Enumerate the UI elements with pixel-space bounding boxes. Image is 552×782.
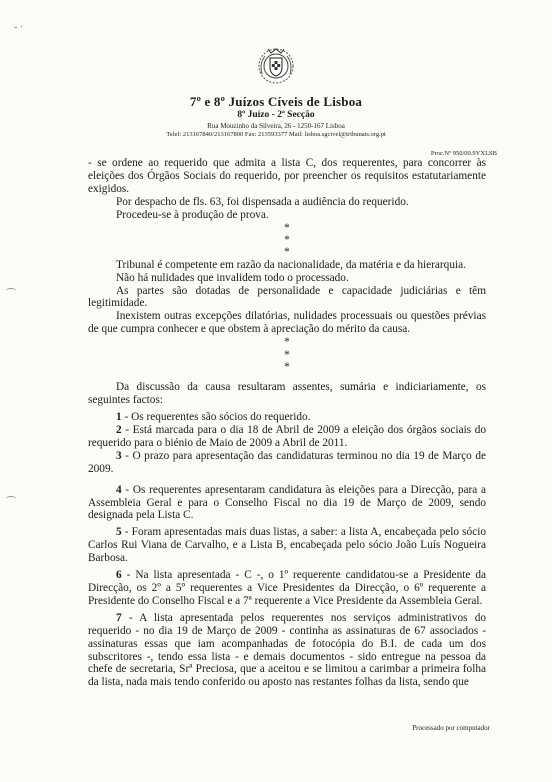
- margin-mark: [6, 496, 16, 501]
- scan-artifact: - ·: [14, 22, 24, 33]
- fact-item: [88, 526, 486, 565]
- paragraph: - se ordene ao requerido que admita a lista C, dos requerentes, para concorrer às eleições dos Órgãos Sociais do requerido, por preencher os requisitos estatutariamente exigidos.: [88, 157, 486, 195]
- paragraph: Por despacho de fls. 63, foi dispensada a audiência do requerido.: [116, 195, 409, 208]
- fact-number: 4: [116, 483, 122, 496]
- paragraph: Da discussão da causa resultaram assentes, sumária e indiciariamente, os seguintes factos:: [88, 381, 486, 407]
- fact-item: [88, 411, 486, 424]
- fact-number: 5: [116, 526, 122, 539]
- coat-of-arms-icon: [256, 44, 296, 88]
- separator-star: *: [284, 221, 290, 234]
- fact-item: [88, 569, 486, 608]
- section-separator: [88, 336, 486, 373]
- paragraph: Procedeu-se à produção de prova.: [116, 208, 269, 221]
- separator-star: *: [284, 233, 290, 246]
- separator-star: *: [284, 360, 290, 373]
- fact-text: - Os requerentes são sócios do requerido.: [121, 411, 311, 424]
- court-contacts: Telef: 213167840/213167800 Fax: 213593377 Mail: lisboa.sgcivel@tribunais.org.pt: [166, 131, 386, 138]
- footer-processed-by: Processado por computador: [412, 724, 490, 732]
- fact-text: - O prazo para apresentação das candidaturas terminou no dia 19 de Março de 2009.: [88, 449, 486, 475]
- section-separator: [88, 222, 486, 259]
- fact-text: - A lista apresentada pelos requerentes nos serviços administrativos do requerido - no dia 19 de Março de 2009 - continha as assinaturas de 67 associados - assinaturas essas que iam acompanhadas de fotocópia do B.I. de cada um dos subscritores -, tendo essa lista - e demais documentos - sido entregue na pessoa da chefe de secretaria, Srª Preciosa, que a aceitou e se limitou a carimbar a primeira folha da lista, nada mais tendo conferido ou aposto nas restantes folhas da lista, sendo que: [88, 611, 486, 689]
- fact-text: - Está marcada para o dia 18 de Abril de 2009 a eleição dos órgãos sociais do requerido para o biénio de Maio de 2009 a Abril de 2011.: [88, 424, 486, 449]
- fact-text: - Foram apresentadas mais duas listas, a saber: a lista A, encabeçada pelo sócio Carlos Rui Viana de Carvalho, e a Lista B, encabeçada pelo sócio João Luís Nogueira Barbosa.: [88, 526, 486, 565]
- court-title: 7º e 8º Juízos Cíveis de Lisboa: [189, 94, 363, 109]
- court-address: Rua Mouzinho da Silveira, 26 - 1250-167 Lisboa: [207, 122, 345, 130]
- fact-item: [88, 484, 486, 523]
- paragraph: As partes são dotadas de personalidade e capacidade judiciárias e têm legitimidade.: [88, 284, 486, 310]
- separator-star: *: [284, 336, 290, 349]
- margin-mark: [6, 288, 16, 293]
- fact-item: [88, 612, 486, 689]
- fact-item: [88, 424, 486, 450]
- fact-number: 6: [116, 569, 122, 582]
- separator-star: *: [284, 246, 290, 259]
- fact-number: 3: [116, 449, 122, 462]
- paragraph: Não há nulidades que invalidem todo o processado.: [116, 271, 349, 284]
- fact-number: 2: [116, 424, 122, 437]
- paragraph: Tribunal é competente em razão da nacionalidade, da matéria e da hierarquia.: [116, 258, 466, 271]
- fact-item: [88, 450, 486, 476]
- fact-number: 7: [116, 611, 122, 624]
- court-subtitle: 8º Juízo - 2ª Secção: [237, 110, 315, 120]
- fact-text: - Os requerentes apresentaram candidatura às eleições para a Direcção, para a Assembleia Geral e para o Conselho Fiscal no dia 19 de Março de 2009, sendo designada pela Lista C.: [88, 483, 486, 522]
- fact-text: - Na lista apresentada - C -, o 1º requerente candidatou-se a Presidente da Direcção, os 2º a 5º requerentes a Vice Presidentes da Direcção, o 6º requerente a Presidente do Conselho Fiscal e a 7ª requerente a Vice Presidente da Assembleia Geral.: [88, 569, 486, 607]
- separator-star: *: [284, 348, 290, 361]
- fact-number: 1: [116, 411, 122, 424]
- process-reference: Proc.Nº 950/09.9YXLSB: [430, 150, 497, 157]
- paragraph: Inexistem outras excepções dilatórias, nulidades processuais ou questões prévias de que cumpra conhecer e que obstem à apreciação do mérito da causa.: [88, 310, 486, 336]
- document-body: [88, 157, 486, 689]
